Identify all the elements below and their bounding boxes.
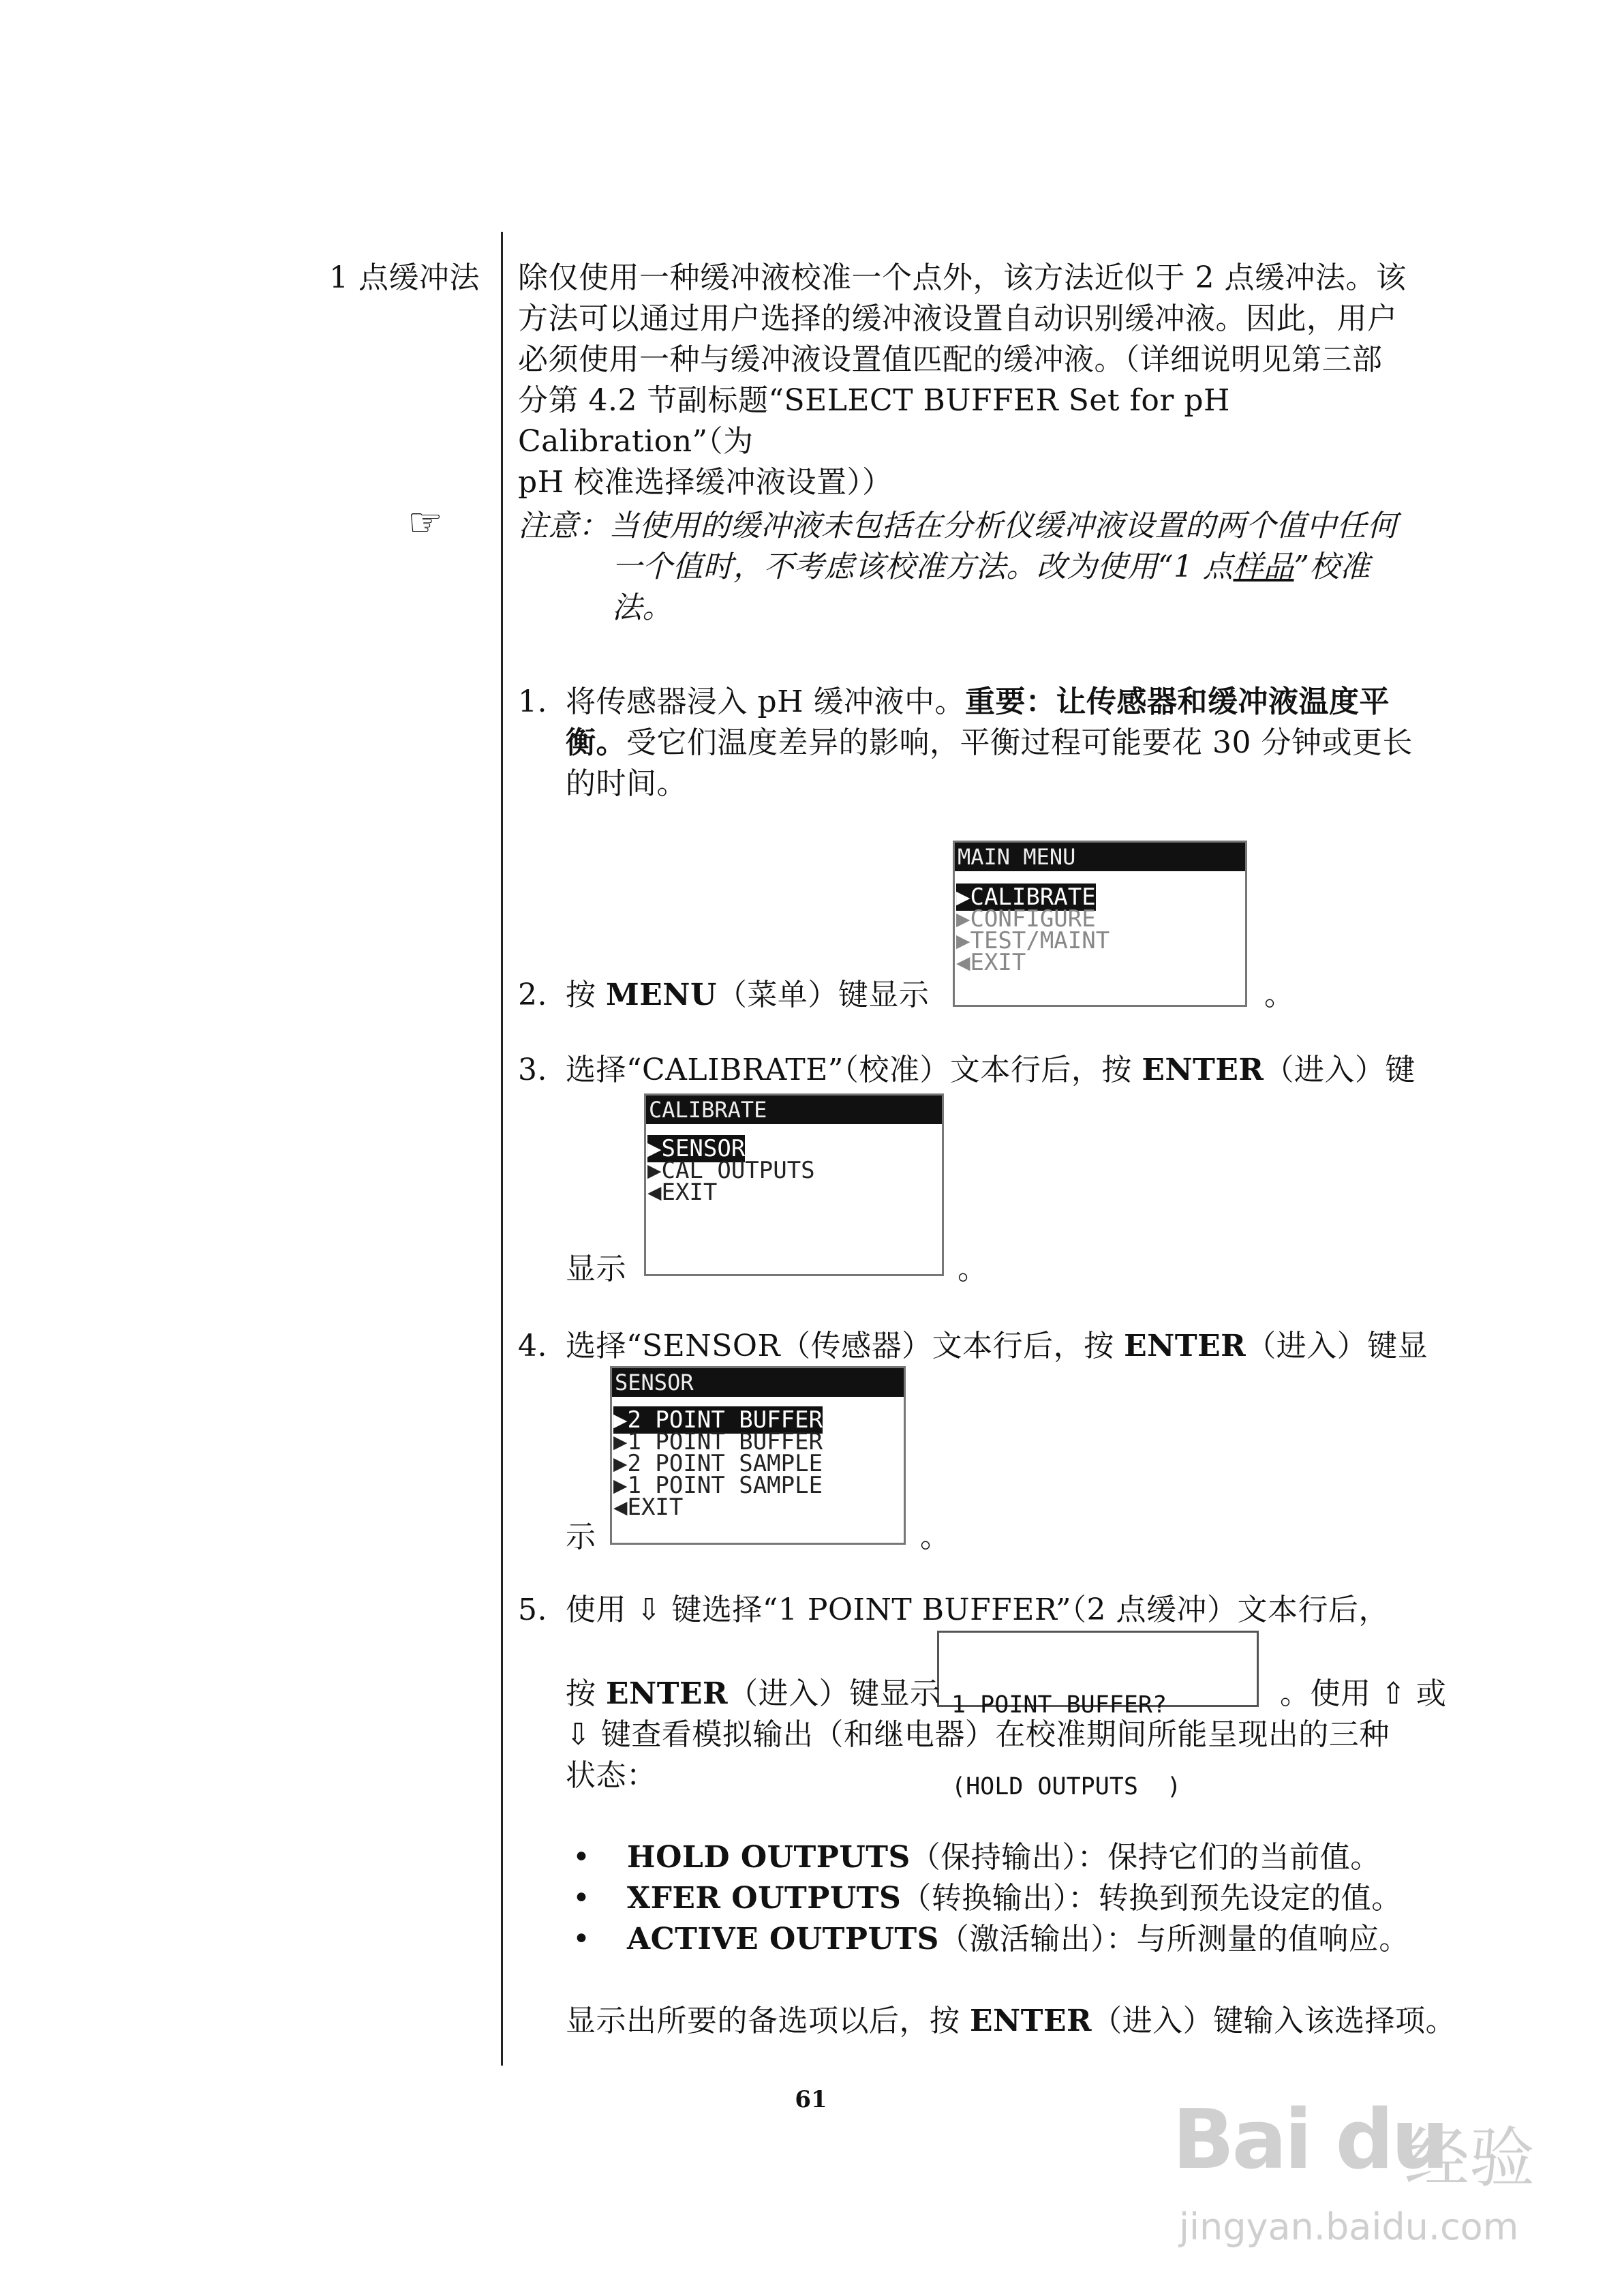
option-term: HOLD OUTPUTS	[627, 1840, 911, 1875]
list-item	[572, 1878, 1472, 1919]
lcd-header: SENSOR	[612, 1368, 904, 1397]
bullet: •	[572, 1840, 591, 1875]
intro-line: 方法可以通过用户选择的缓冲液设置自动识别缓冲液。因此，用户	[518, 301, 1398, 336]
note-line-2-end: ”校准	[1294, 549, 1371, 584]
watermark-url: jingyan.baidu.com	[1179, 2205, 1519, 2248]
list-item	[572, 1837, 1472, 1878]
menu-item-configure[interactable]: ▶CONFIGURE	[956, 905, 1096, 933]
step-text: 按	[566, 1676, 606, 1711]
key-name: MENU	[606, 978, 717, 1012]
output-options-list	[572, 1837, 1472, 1960]
step-text: 示	[566, 1520, 596, 1554]
step-text: 选择“SENSOR（传感器）文本行后，按	[566, 1329, 1124, 1363]
key-name: ENTER	[970, 2004, 1092, 2038]
down-arrow-icon: ⇩	[566, 1717, 592, 1752]
step-5-line-2	[566, 1674, 940, 1715]
lcd-header: CALIBRATE	[646, 1096, 942, 1124]
step-number: 4.	[518, 1329, 547, 1363]
note-label: 注意：	[518, 509, 609, 543]
menu-item-2-point-sample[interactable]: ▶2 POINT SAMPLE	[613, 1450, 823, 1477]
pointing-hand-icon: ☞	[408, 499, 443, 545]
menu-item-sensor[interactable]: ▶SENSOR	[647, 1135, 746, 1162]
down-arrow-icon: ⇩	[636, 1592, 662, 1627]
menu-item-1-point-sample[interactable]: ▶1 POINT SAMPLE	[613, 1472, 823, 1499]
step-text: 或	[1406, 1676, 1447, 1711]
menu-item-calibrate[interactable]: ▶CALIBRATE	[956, 883, 1096, 911]
note-block	[518, 506, 1472, 629]
menu-item-exit[interactable]: ◀EXIT	[613, 1494, 684, 1521]
step-text: （进入）键	[1264, 1053, 1416, 1087]
step-text: （进入）键显示	[728, 1676, 940, 1711]
step-text: 状态：	[566, 1758, 657, 1793]
note-line-3: 法。	[612, 590, 673, 625]
page-number: 61	[795, 2086, 827, 2113]
step-text: 键选择“1 POINT BUFFER”（2 点缓冲）文本行后，	[661, 1592, 1390, 1627]
step-text: 按	[566, 978, 606, 1012]
key-name: ENTER	[606, 1676, 729, 1711]
step-end: 。	[920, 1520, 951, 1554]
step-text: 将传感器浸入 pH 缓冲液中。	[566, 684, 966, 719]
step-3	[518, 1050, 1472, 1091]
section-label: 1 点缓冲法	[329, 260, 480, 295]
bullet: •	[572, 1922, 591, 1957]
lcd-calibrate	[644, 1093, 944, 1276]
step-text: 显示出所要的备选项以后，按	[566, 2004, 970, 2038]
step-5	[518, 1590, 1472, 1631]
step-text: 的时间。	[566, 766, 687, 801]
step-1	[518, 682, 1472, 804]
step-end: 。	[958, 1252, 988, 1286]
note-line-2: 一个值时，不考虑该校准方法。改为使用“1 点	[612, 549, 1234, 584]
menu-item-cal-outputs[interactable]: ▶CAL OUTPUTS	[647, 1157, 815, 1184]
step-text: （进入）键显	[1246, 1329, 1428, 1363]
step-text: 显示	[566, 1252, 626, 1286]
step-text: 使用	[566, 1592, 637, 1627]
option-desc: （转换输出）：转换到预先设定的值。	[901, 1881, 1402, 1916]
step-text: 键查看模拟输出（和继电器）在校准期间所能呈现出的三种	[591, 1717, 1390, 1752]
step-5-line-2-end	[1280, 1674, 1446, 1715]
step-2	[518, 975, 929, 1016]
lcd-main-menu	[953, 841, 1247, 1007]
menu-item-2-point-buffer[interactable]: ▶2 POINT BUFFER	[613, 1406, 823, 1434]
step-4	[518, 1326, 1472, 1367]
lcd-line-2: (HOLD OUTPUTS )	[951, 1773, 1182, 1800]
intro-line: pH 校准选择缓冲液设置））	[518, 465, 893, 500]
final-instruction	[566, 2001, 1456, 2042]
step-number: 1.	[518, 684, 547, 719]
column-divider	[501, 232, 503, 2066]
list-item	[572, 1919, 1472, 1960]
watermark-logo: Bai du	[1172, 2093, 1447, 2188]
step-important: 重要：让传感器和缓冲液温度平	[965, 684, 1390, 719]
intro-line: 除仅使用一种缓冲液校准一个点外，该方法近似于 2 点缓冲法。该	[518, 260, 1407, 295]
step-end: 。	[1264, 978, 1295, 1012]
menu-item-exit[interactable]: ◀EXIT	[647, 1179, 718, 1206]
lcd-header: MAIN MENU	[955, 843, 1245, 871]
step-5-line-3	[566, 1715, 1479, 1755]
step-text: 选择“CALIBRATE”（校准）文本行后，按	[566, 1053, 1142, 1087]
step-number: 3.	[518, 1053, 547, 1087]
step-text: 。使用	[1280, 1676, 1381, 1711]
intro-line: 分第 4.2 节副标题“SELECT BUFFER Set for pH Calibration”（为	[518, 383, 1230, 459]
lcd-line-1: 1 POINT BUFFER?	[951, 1691, 1167, 1719]
menu-item-1-point-buffer[interactable]: ▶1 POINT BUFFER	[613, 1428, 823, 1455]
lcd-sensor	[610, 1366, 906, 1545]
note-underlined: 样品	[1233, 549, 1294, 584]
baidu-watermark	[1159, 2059, 1595, 2263]
watermark-cn: 经验	[1404, 2120, 1535, 2196]
step-number: 2.	[518, 978, 547, 1012]
note-line-1: 当使用的缓冲液未包括在分析仪缓冲液设置的两个值中任何	[609, 509, 1398, 543]
key-name: ENTER	[1142, 1053, 1264, 1087]
menu-item-test-maint[interactable]: ▶TEST/MAINT	[956, 927, 1110, 954]
step-important: 衡。	[566, 725, 626, 760]
step-text: （进入）键输入该选择项。	[1092, 2004, 1456, 2038]
menu-item-exit[interactable]: ◀EXIT	[956, 949, 1026, 976]
option-term: XFER OUTPUTS	[627, 1881, 902, 1916]
intro-paragraph	[518, 258, 1472, 503]
option-desc: （保持输出）：保持它们的当前值。	[910, 1840, 1381, 1875]
option-term: ACTIVE OUTPUTS	[627, 1922, 939, 1957]
option-desc: （激活输出）：与所测量的值响应。	[938, 1922, 1409, 1957]
key-name: ENTER	[1124, 1329, 1246, 1363]
intro-line: 必须使用一种与缓冲液设置值匹配的缓冲液。（详细说明见第三部	[518, 342, 1383, 377]
step-text: （菜单）键显示	[716, 978, 930, 1012]
up-arrow-icon: ⇧	[1381, 1676, 1407, 1711]
step-text: 受它们温度差异的影响，平衡过程可能要花 30 分钟或更长	[626, 725, 1413, 760]
lcd-1-point-buffer	[937, 1631, 1259, 1800]
bullet: •	[572, 1881, 591, 1916]
step-number: 5.	[518, 1592, 547, 1627]
